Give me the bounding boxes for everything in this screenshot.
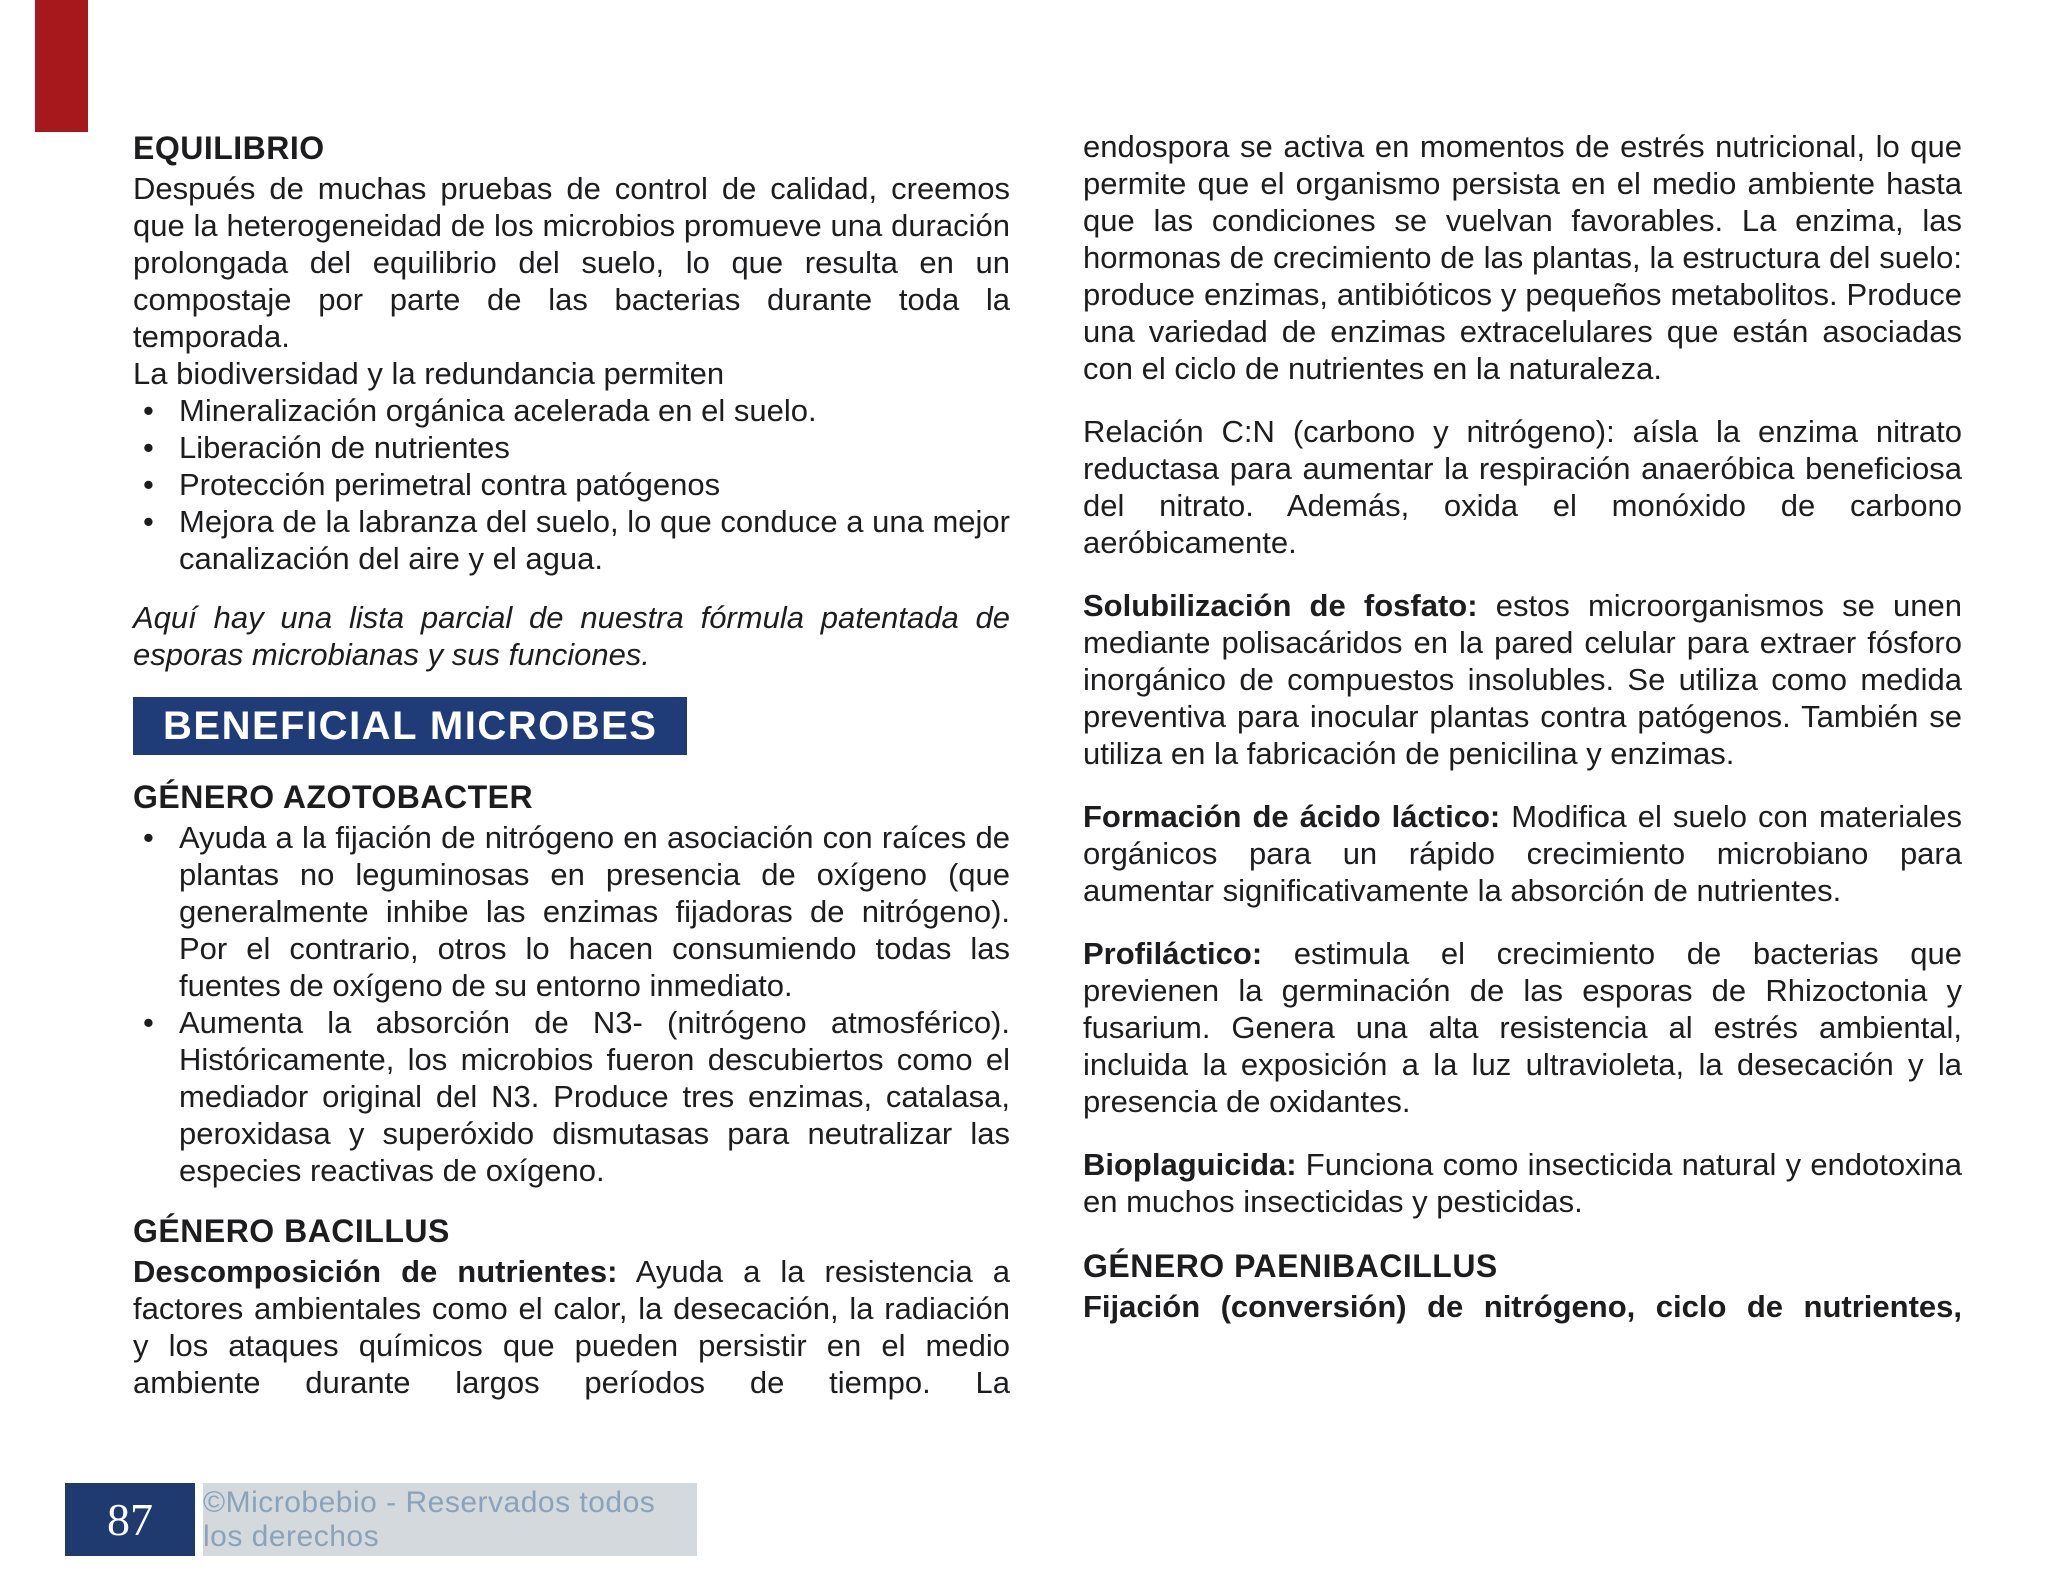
list-item-text: Liberación de nutrientes [179, 430, 510, 465]
paragraph-text: Modifica el suelo con materiales orgánicos para un rápido crecimiento microbiano para aumentar significativamente la absorción de nutrientes. [1083, 799, 1962, 908]
paragraph-lead: Bioplaguicida: [1083, 1147, 1297, 1182]
page-number: 87 [107, 1494, 153, 1545]
paragraph-text: estos microorganismos se unen mediante polisacáridos en la pared celular para extraer fósforo inorgánico de compuestos insolubles. Se utiliza como medida preventiva para inocular plantas contra patógenos. También se utiliza en la fabricación de penicilina y enzimas. [1083, 588, 1962, 771]
paragraph-profilactico [1083, 935, 1962, 1120]
paragraph-text: Ayuda a la resistencia a factores ambientales como el calor, la desecación, la radiación y los ataques químicos que pueden persistir en el medio ambiente durante largos períodos de tiempo. La [133, 1254, 1010, 1400]
heading-equilibrio: EQUILIBRIO [133, 130, 325, 166]
bullet-icon: • [143, 430, 154, 465]
list-item-text: Ayuda a la fijación de nitrógeno en asociación con raíces de plantas no leguminosas en presencia de oxígeno (que generalmente inhibe las enzimas fijadoras de nitrógeno). Por el contrario, otros lo hacen consumiendo todas las fuentes de oxígeno de su entorno inmediato. [179, 820, 1010, 1003]
list-item [133, 429, 1010, 466]
paragraph-lead: Descomposición de nutrientes: [133, 1254, 618, 1289]
paragraph-text: Funciona como insecticida natural y endotoxina en muchos insecticidas y pesticidas. [1083, 1147, 1962, 1219]
paragraph-lactico [1083, 798, 1962, 909]
list-item [133, 819, 1010, 1004]
heading-paenibacillus: GÉNERO PAENIBACILLUS [1083, 1248, 1498, 1284]
paragraph-lead: Profiláctico: [1083, 936, 1263, 971]
equilibrio-bullet-list [133, 392, 1010, 577]
heading-bacillus: GÉNERO BACILLUS [133, 1213, 450, 1249]
list-item-text: Protección perimetral contra patógenos [179, 467, 721, 502]
left-column [133, 128, 1010, 1401]
bullet-icon: • [143, 504, 154, 539]
banner-label: BENEFICIAL MICROBES [163, 704, 658, 748]
paragraph-bacillus [133, 1253, 1010, 1401]
paragraph-text: estimula el crecimiento de bacterias que previenen la germinación de las esporas de Rhizoctonia y fusarium. Genera una alta resistencia al estrés ambiental, incluida la exposición a la luz ultravioleta, la desecación y la presencia de oxidantes. [1083, 936, 1962, 1119]
list-item-text: Aumenta la absorción de N3- (nitrógeno atmosférico). Históricamente, los microbios fueron descubiertos como el mediador original del N3. Produce tres enzimas, catalasa, peroxidasa y superóxido dismutasas para neutralizar las especies reactivas de oxígeno. [179, 1005, 1010, 1188]
heading-azotobacter: GÉNERO AZOTOBACTER [133, 779, 534, 815]
list-item [133, 503, 1010, 577]
intro-note: Aquí hay una lista parcial de nuestra fórmula patentada de esporas microbianas y sus funciones. [133, 600, 1010, 672]
list-item-text: Mineralización orgánica acelerada en el suelo. [179, 393, 817, 428]
list-item [133, 392, 1010, 429]
bullet-icon: • [143, 1005, 154, 1040]
copyright-text: ©Microbebio - Reservados todos los derechos [203, 1485, 656, 1553]
bullet-icon: • [143, 820, 154, 855]
paragraph-fosfato [1083, 587, 1962, 772]
paragraph-endospora: endospora se activa en momentos de estrés nutricional, lo que permite que el organismo persista en el medio ambiente hasta que las condiciones se vuelvan favorables. La enzima, las hormonas de crecimiento de las plantas, la estructura del suelo: produce enzimas, antibióticos y pequeños metabolitos. Produce una variedad de enzimas extracelulares que están asociadas con el ciclo de nutrientes en la naturaleza. [1083, 129, 1962, 386]
paragraph-fijacion: Fijación (conversión) de nitrógeno, ciclo de nutrientes, [1083, 1289, 1962, 1324]
paragraph-lead: Formación de ácido láctico: [1083, 799, 1501, 834]
beneficial-microbes-banner [133, 697, 687, 755]
paragraph-bioplaguicida [1083, 1146, 1962, 1220]
corner-tab [35, 0, 88, 132]
paragraph-lead: Solubilización de fosfato: [1083, 588, 1478, 623]
paragraph-equilibrio: Después de muchas pruebas de control de calidad, creemos que la heterogeneidad de los microbios promueve una duración prolongada del equilibrio del suelo, lo que resulta en un compostaje por parte de las bacterias durante toda la temporada. [133, 171, 1010, 354]
page-number-box [65, 1483, 195, 1556]
bullet-icon: • [143, 467, 154, 502]
list-item [133, 1004, 1010, 1189]
paragraph-biodiversidad: La biodiversidad y la redundancia permiten [133, 356, 725, 391]
copyright-strip [203, 1483, 697, 1556]
list-item-text: Mejora de la labranza del suelo, lo que conduce a una mejor canalización del aire y el agua. [179, 504, 1010, 576]
azotobacter-bullet-list [133, 819, 1010, 1189]
right-column [1083, 128, 1962, 1325]
paragraph-relacion-cn: Relación C:N (carbono y nitrógeno): aísla la enzima nitrato reductasa para aumentar la respiración anaeróbica beneficiosa del nitrato. Además, oxida el monóxido de carbono aeróbicamente. [1083, 414, 1962, 560]
list-item [133, 466, 1010, 503]
bullet-icon: • [143, 393, 154, 428]
